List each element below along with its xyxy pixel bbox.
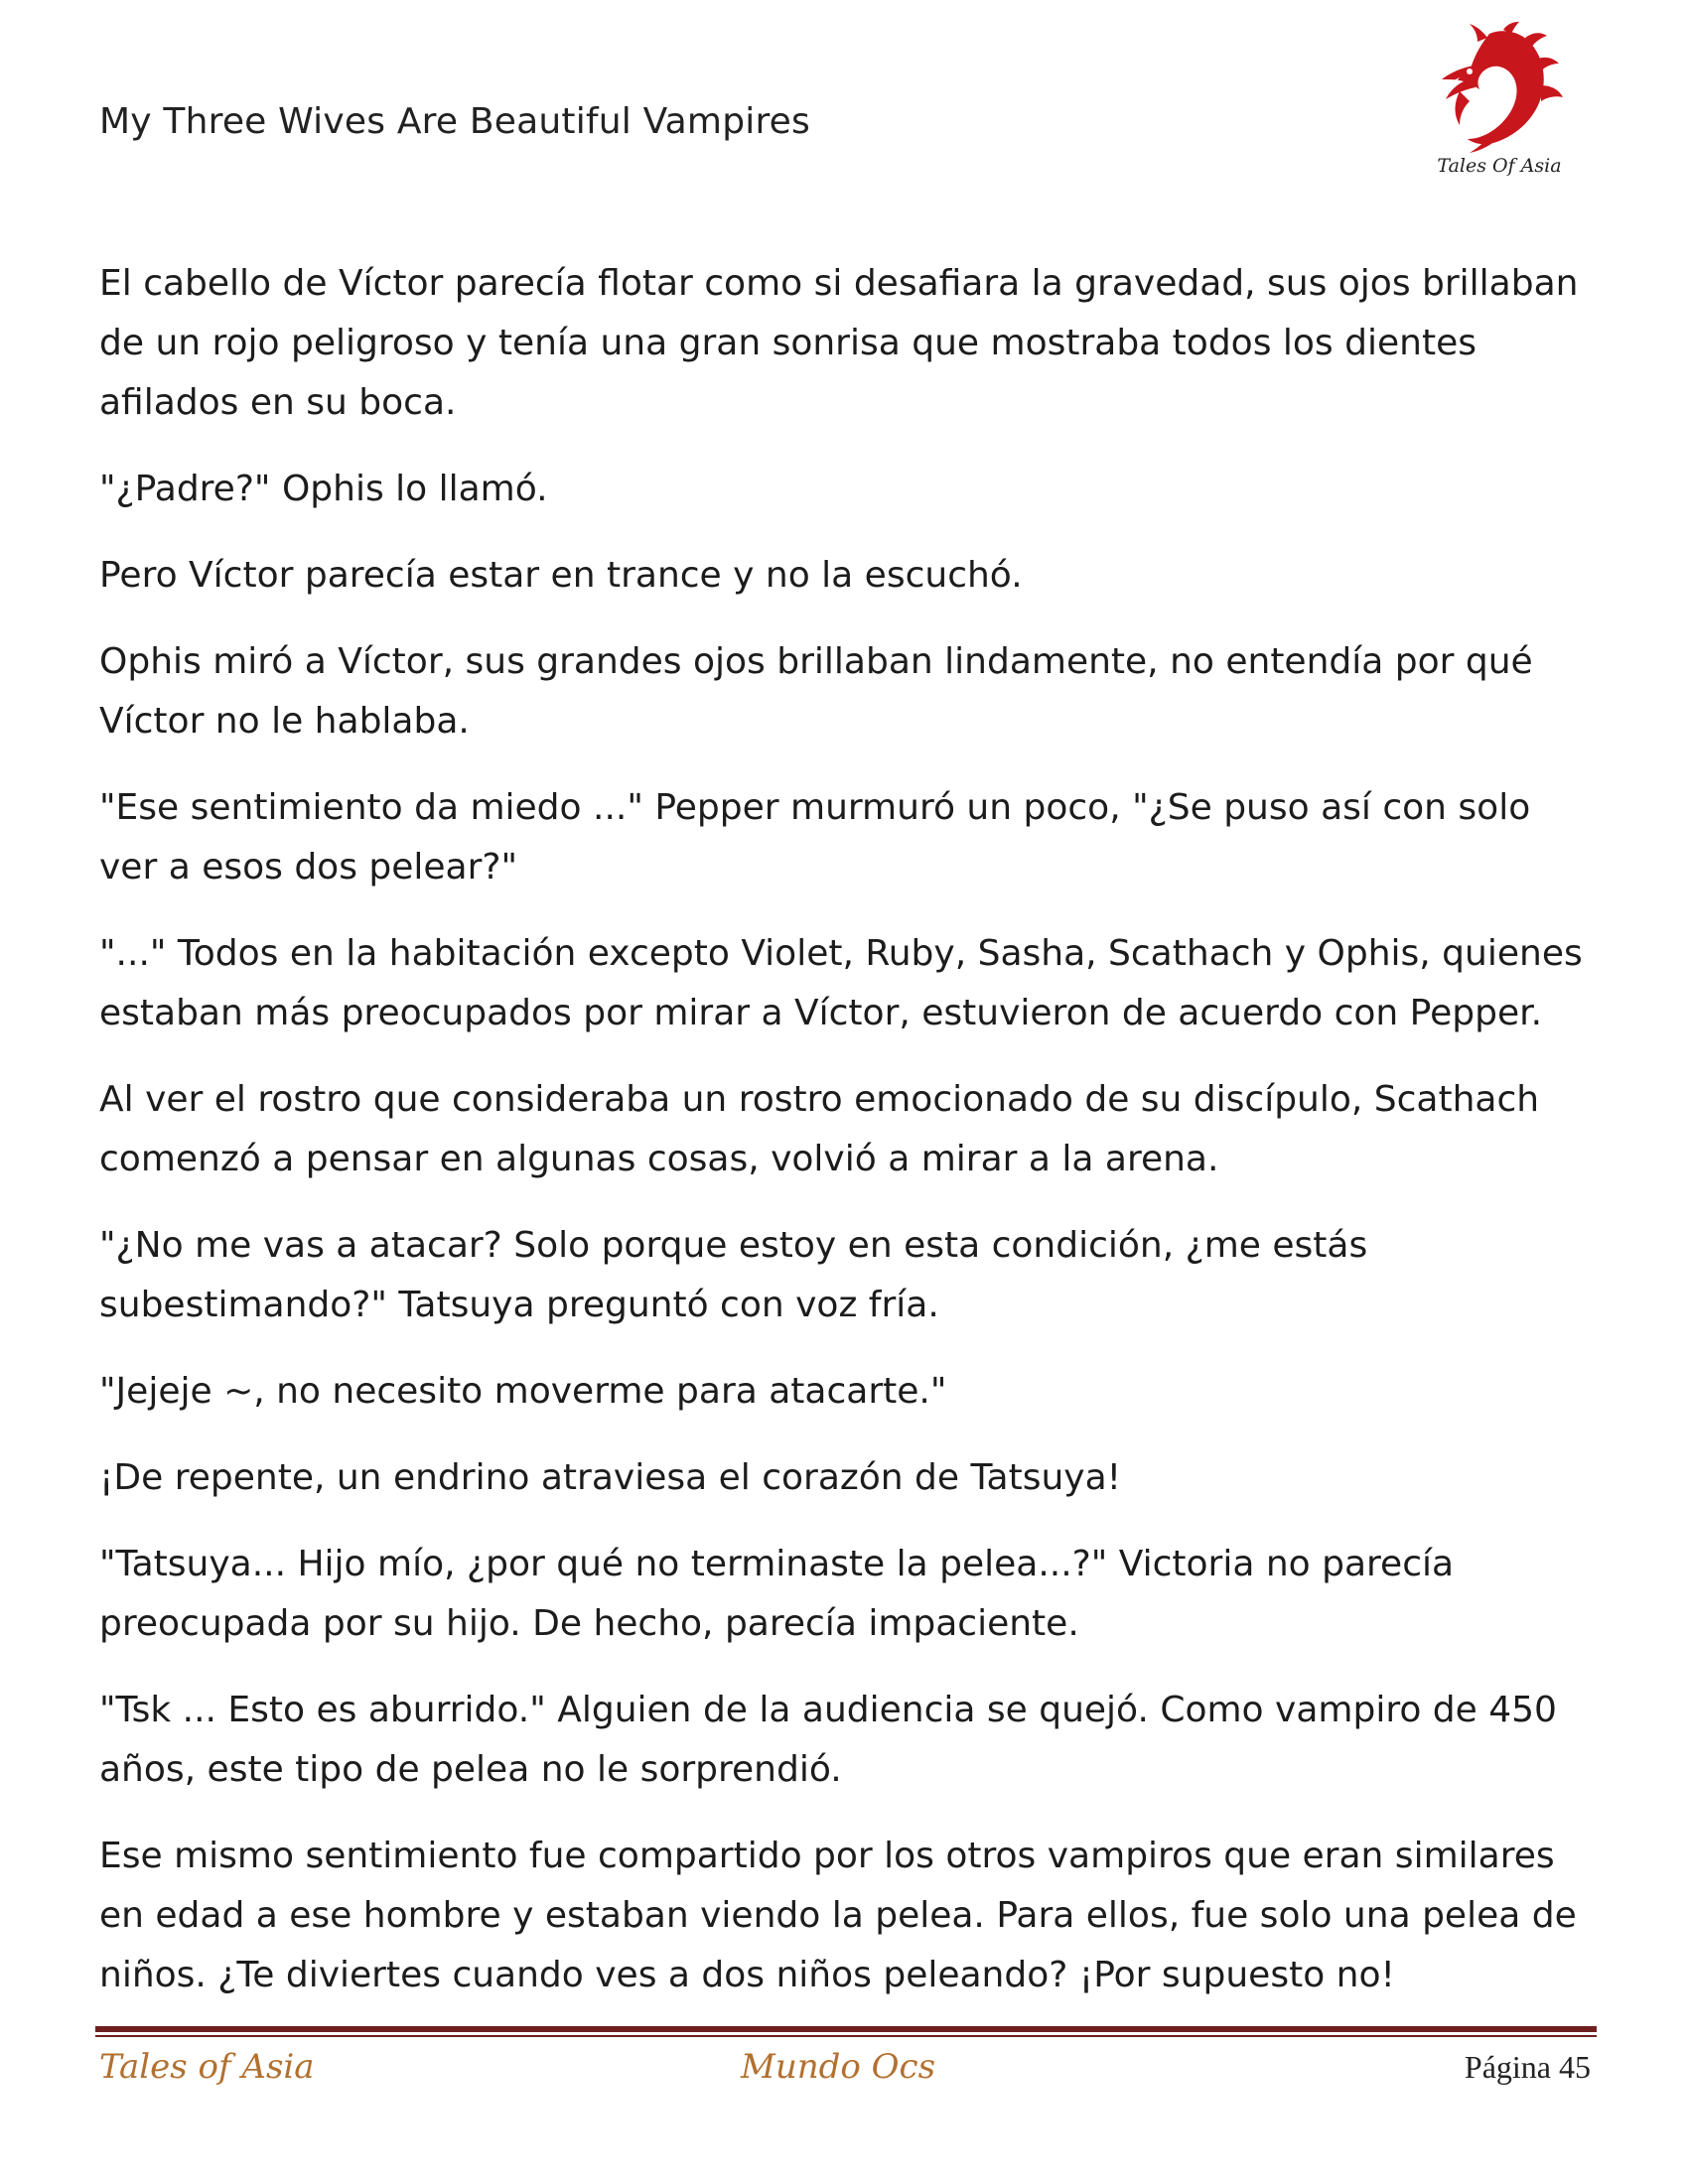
paragraph: Al ver el rostro que consideraba un rostro emocionado de su discípulo, Scathach comenzó a pensar en algunas cosas, volvió a mirar a la arena.: [99, 1079, 1540, 1179]
paragraph: "Ese sentimiento da miedo ..." Pepper murmuró un poco, "¿Se puso así con solo ver a esos dos pelear?": [99, 787, 1531, 887]
footer-divider: [95, 2026, 1597, 2037]
paragraph: El cabello de Víctor parecía flotar como si desafiara la gravedad, sus ojos brillaban de un rojo peligroso y tenía una gran sonrisa que mostraba todos los dientes afilados en su boca.: [99, 263, 1579, 423]
footer-divider-thin: [95, 2035, 1597, 2037]
paragraph: Pero Víctor parecía estar en trance y no la escuchó.: [99, 555, 1023, 596]
red-dragon-icon: [1430, 20, 1569, 154]
paragraph: "..." Todos en la habitación excepto Violet, Ruby, Sasha, Scathach y Ophis, quienes estaban más preocupados por mirar a Víctor, estuvieron de acuerdo con Pepper.: [99, 933, 1583, 1033]
paragraph: "Tsk ... Esto es aburrido." Alguien de la audiencia se quejó. Como vampiro de 450 años, este tipo de pelea no le sorprendió.: [99, 1690, 1557, 1790]
body-text: [99, 254, 1589, 2032]
page-number: Página 45: [1464, 2049, 1591, 2085]
footer-publisher: Tales of Asia: [99, 2047, 315, 2087]
footer-divider-thick: [95, 2026, 1597, 2032]
logo-text: Tales Of Asia: [1437, 155, 1562, 177]
paragraph: Ophis miró a Víctor, sus grandes ojos brillaban lindamente, no entendía por qué Víctor no le hablaba.: [99, 641, 1533, 742]
paragraph: Ese mismo sentimiento fue compartido por los otros vampiros que eran similares en edad a ese hombre y estaban viendo la pelea. Para ellos, fue solo una pelea de niños. ¿Te diviertes cuando ves a dos niños peleando? ¡Por supuesto no!: [99, 1836, 1577, 1995]
paragraph: "Jejeje ~, no necesito moverme para atacarte.": [99, 1371, 947, 1412]
paragraph: "¿Padre?" Ophis lo llamó.: [99, 469, 548, 509]
footer-translator: Mundo Ocs: [741, 2047, 936, 2087]
publisher-logo: [1430, 20, 1569, 184]
header-title: My Three Wives Are Beautiful Vampires: [99, 101, 810, 142]
paragraph: "Tatsuya... Hijo mío, ¿por qué no terminaste la pelea...?" Victoria no parecía preocupada por su hijo. De hecho, parecía impaciente.: [99, 1544, 1455, 1644]
paragraph: ¡De repente, un endrino atraviesa el corazón de Tatsuya!: [99, 1457, 1122, 1498]
paragraph: "¿No me vas a atacar? Solo porque estoy en esta condición, ¿me estás subestimando?" Tatsuya preguntó con voz fría.: [99, 1225, 1368, 1325]
